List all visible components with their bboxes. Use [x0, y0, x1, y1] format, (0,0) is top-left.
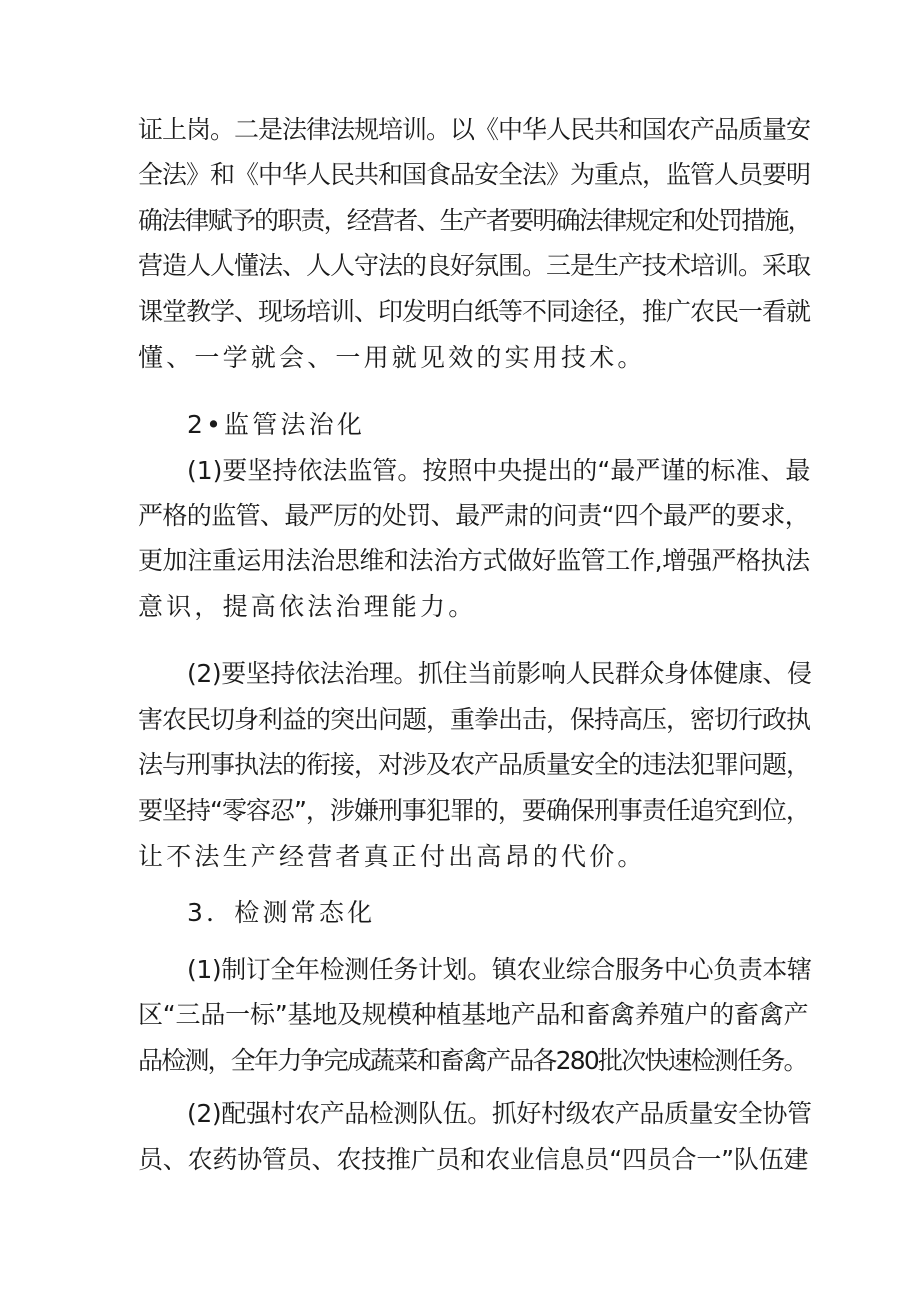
- paragraph-first-line: (2)配强村农产品检测队伍。抓好村级农产品质量安全协管: [187, 1099, 812, 1128]
- body-text-line: 让不法生产经营者真正付出高昂的代价。: [138, 842, 646, 871]
- body-text-line: 严格的监管、最严厉的处罚、最严肃的问责“四个最严的要求，: [138, 501, 810, 530]
- body-text-line: 证上岗。二是法律法规培训。以《中华人民共和国农产品质量安: [138, 115, 811, 144]
- body-text-line: 确法律赋予的职责，经营者、生产者要明确法律规定和处罚措施，: [138, 206, 811, 235]
- body-text-line: 懂、一学就会、一用就见效的实用技术。: [138, 343, 646, 372]
- body-text-line: 营造人人懂法、人人守法的良好氛围。三是生产技术培训。采取: [138, 251, 811, 280]
- paragraph-first-line: (1)制订全年检测任务计划。镇农业综合服务中心负责本辖: [187, 955, 812, 984]
- body-text-line: 害农民切身利益的突出问题，重拳出击，保持高压，密切行政执: [138, 705, 811, 734]
- body-text-line: 更加注重运用法治思维和法治方式做好监管工作,增强严格执法: [138, 546, 810, 575]
- body-text-line: 员、农药协管员、农技推广员和农业信息员“四员合一”队伍建: [138, 1145, 809, 1174]
- body-text-line: 品检测，全年力争完成蔬菜和畜禽产品各280批次快速检测任务。: [138, 1046, 807, 1075]
- body-text-line: 课堂教学、现场培训、印发明白纸等不同途径，推广农民一看就: [138, 297, 811, 326]
- paragraph-first-line: (1)要坚持依法监管。按照中央提出的“最严谨的标准、最: [187, 456, 811, 485]
- body-text-line: 全法》和《中华人民共和国食品安全法》为重点，监管人员要明: [138, 160, 811, 189]
- section-heading: 3．检测常态化: [187, 898, 376, 927]
- body-text-line: 区“三品一标”基地及规模种植基地产品和畜禽养殖户的畜禽产: [138, 1000, 809, 1029]
- section-heading: 2•监管法治化: [187, 410, 366, 439]
- body-text-line: 法与刑事执法的衔接，对涉及农产品质量安全的违法犯罪问题，: [138, 750, 811, 779]
- body-text-line: 要坚持“零容忍”，涉嫌刑事犯罪的，要确保刑事责任追究到位，: [138, 796, 810, 825]
- paragraph-first-line: (2)要坚持依法治理。抓住当前影响人民群众身体健康、侵: [187, 659, 812, 688]
- body-text-line: 意识，提高依法治理能力。: [138, 592, 477, 621]
